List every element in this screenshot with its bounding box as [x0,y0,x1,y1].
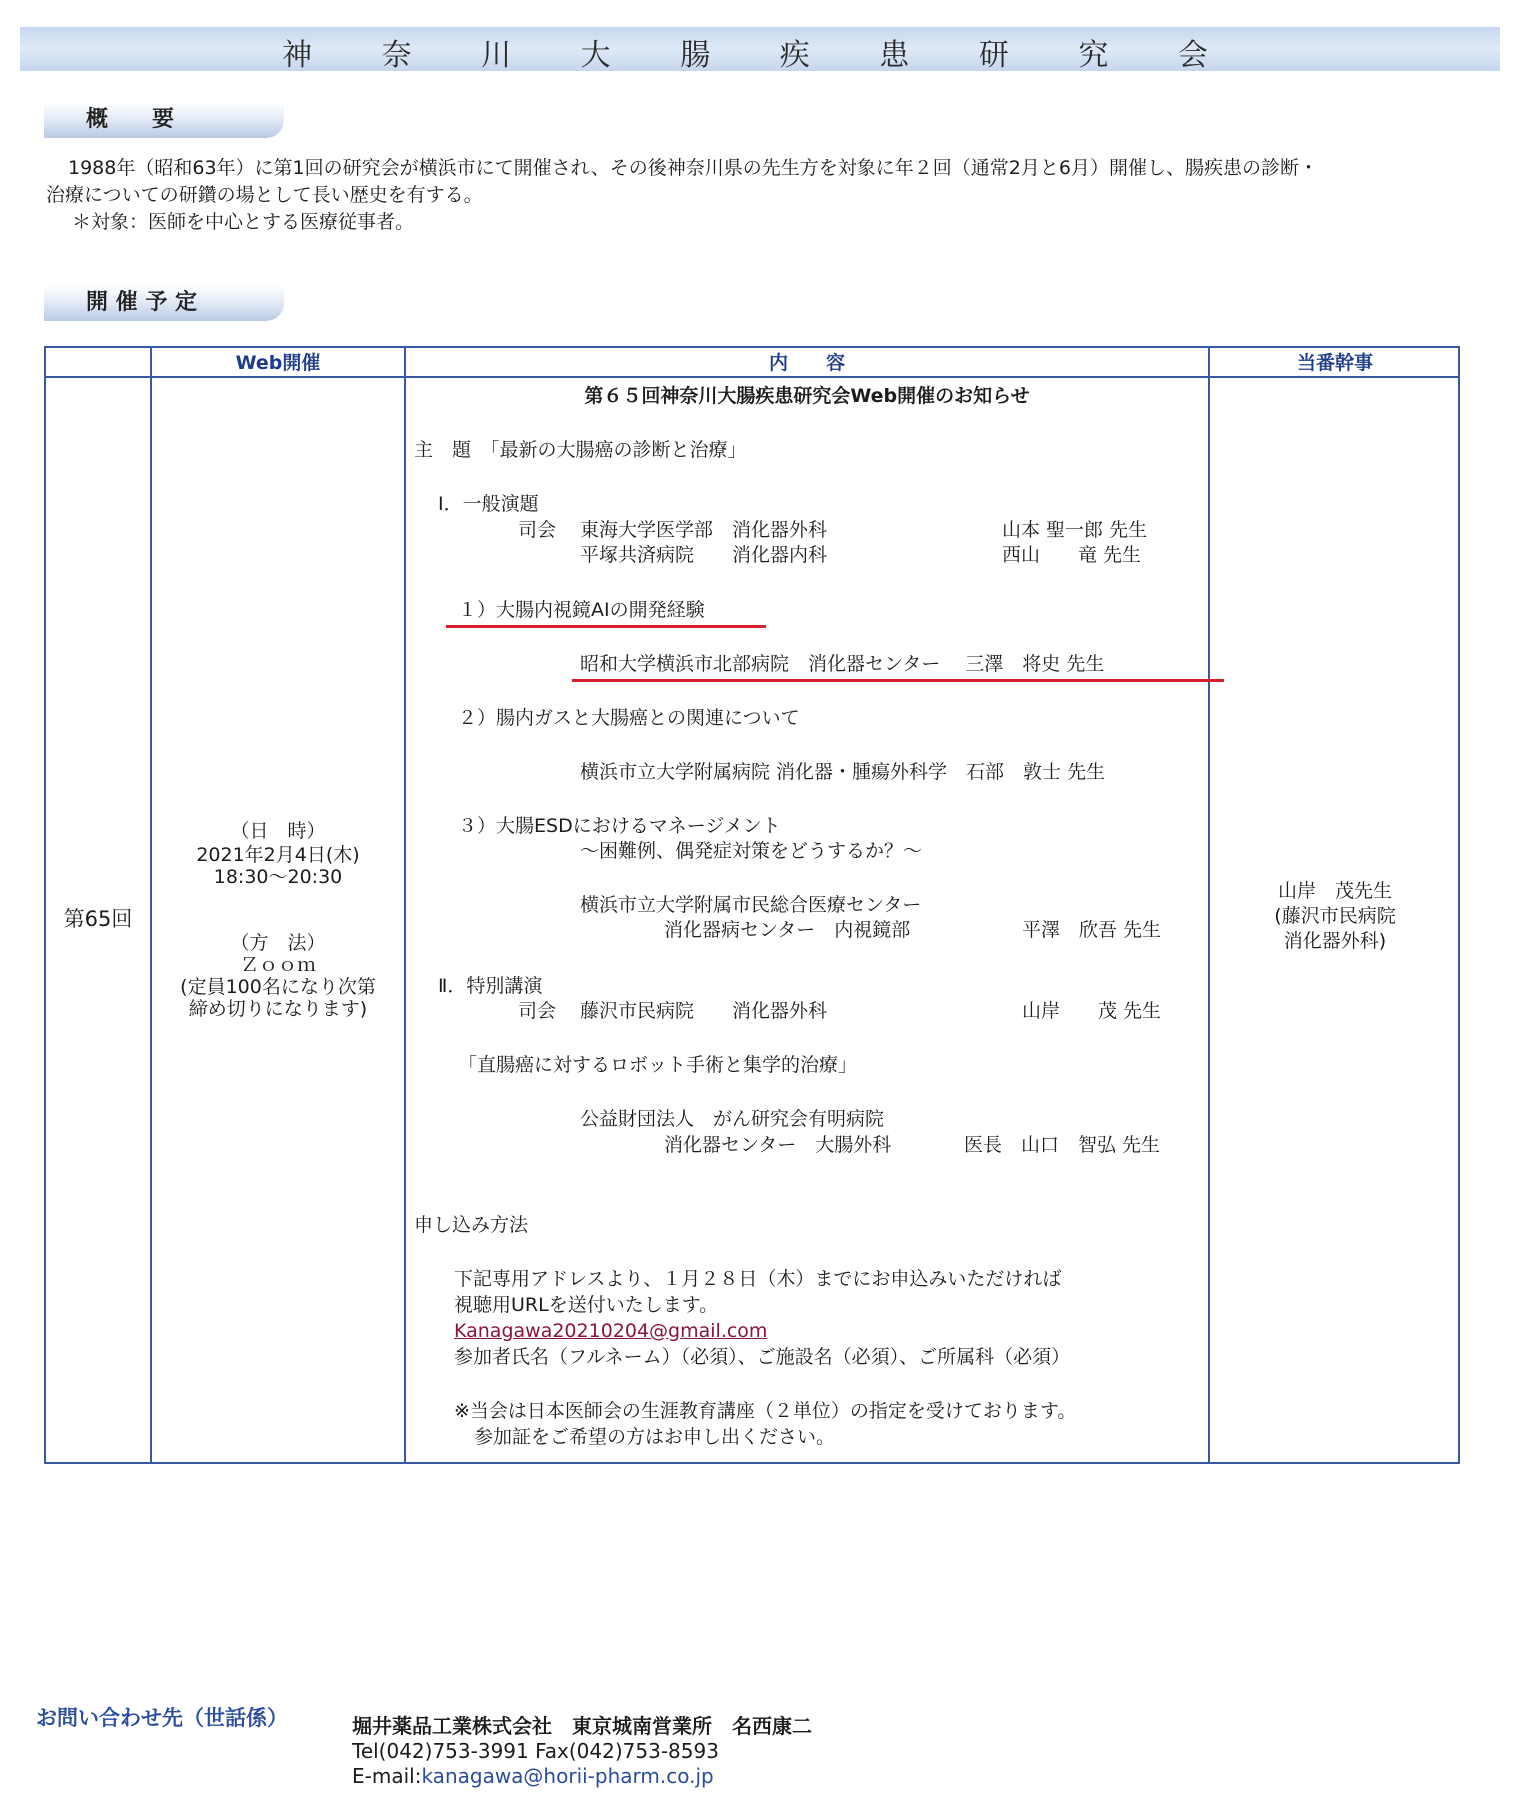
talk3-speaker-name: 平澤 欣吾 先生 [1022,919,1162,941]
talk1-title: １）大腸内視鏡AIの開発経験 [458,599,705,621]
part2-heading: Ⅱ．特別講演 [438,975,543,997]
apply-heading: 申し込み方法 [414,1214,529,1236]
overview-text-2: 治療についての研鑽の場として長い歴史を有する。 [46,184,483,206]
talk3-institution-2: 消化器病センター 内視鏡部 [664,919,911,941]
contact-phone-fax: Tel(042)753-3991 Fax(042)753-8593 [352,1739,719,1763]
talk1-title-underline [446,625,766,628]
table-col-divider [404,348,406,1462]
event-time: 18:30～20:30 [213,866,343,888]
apply-email-link[interactable]: Kanagawa20210204@gmail.com [454,1320,768,1342]
talk3-title: ３）大腸ESDにおけるマネージメント [458,815,781,837]
header-content: 内 容 [768,352,845,374]
chair-hospital: (藤沢市民病院 [1274,905,1396,927]
header-web: Web開催 [235,352,321,374]
moderator3-institution: 藤沢市民病院 消化器外科 [580,1000,828,1022]
talk1-speaker: 昭和大学横浜市北部病院 消化器センター 三澤 将史 先生 [580,653,1105,675]
moderator2-name: 西山 竜 先生 [1002,544,1142,566]
part1-heading: Ⅰ．一般演題 [438,493,539,515]
talk2-speaker: 横浜市立大学附属病院 消化器・腫瘍外科学 石部 敦士 先生 [580,761,1106,783]
theme: 主 題 「最新の大腸癌の診断と治療」 [414,439,747,461]
contact-label: お問い合わせ先（世話係） [36,1706,288,1730]
moderator1-name: 山本 聖一郎 先生 [1002,519,1148,541]
overview-text-1: 1988年（昭和63年）に第1回の研究会が横浜市にて開催され、その後神奈川県の先生方を対象に年２回（通常2月と6月）開催し、腸疾患の診断・ [68,157,1318,179]
datetime-label: （日 時） [230,820,326,842]
event-date: 2021年2月4日(木) [196,844,360,866]
apply-text-2: 視聴用URLを送付いたします。 [454,1294,719,1316]
note-text-1: ※当会は日本医師会の生涯教育講座（２単位）の指定を受けております。 [454,1400,1077,1422]
talk2-title: ２）腸内ガスと大腸癌との関連について [458,707,800,729]
overview-text-3: ＊対象：医師を中心とする医療従事者。 [72,211,415,233]
capacity-note-1: (定員100名になり次第 [180,976,376,998]
contact-company: 堀井薬品工業株式会社 東京城南営業所 名西康二 [352,1714,812,1738]
title-banner [20,27,1500,71]
schedule-table [44,346,1460,1464]
chair-dept: 消化器外科) [1283,930,1387,952]
schedule-label: 開 催 予 定 [86,290,197,315]
method-value: Ｚｏｏｍ [239,954,316,976]
overview-label: 概 要 [86,107,175,132]
moderator2-institution: 平塚共済病院 消化器内科 [580,544,828,566]
moderator3-label: 司会 [518,1000,557,1022]
table-col-divider [150,348,152,1462]
special-institution-1: 公益財団法人 がん研究会有明病院 [580,1108,885,1130]
contact-email-label: E-mail: [352,1764,422,1788]
page-title: 神 奈 川 大 腸 疾 患 研 究 会 [282,38,1238,73]
talk3-institution-1: 横浜市立大学附属市民総合医療センター [580,894,922,916]
talk3-subtitle: ～困難例、偶発症対策をどうするか？～ [580,840,923,862]
special-institution-2: 消化器センター 大腸外科 [664,1134,892,1156]
capacity-note-2: 締め切りになります) [188,998,368,1020]
apply-text-1: 下記専用アドレスより、１月２８日（木）までにお申込みいただければ [454,1268,1062,1290]
moderator3-name: 山岸 茂 先生 [1022,1000,1162,1022]
notice-title: 第６５回神奈川大腸疾患研究会Web開催のお知らせ [584,385,1030,407]
contact-email-row [352,1764,714,1789]
moderator1-institution: 東海大学医学部 消化器外科 [580,519,828,541]
overview-section-label [44,102,284,138]
schedule-section-label [44,285,284,321]
special-speaker-name: 医長 山口 智弘 先生 [964,1134,1161,1156]
moderator-label: 司会 [518,519,557,541]
special-lecture-title: 「直腸癌に対するロボット手術と集学的治療」 [458,1054,858,1076]
method-label: （方 法） [230,932,326,954]
contact-email-link[interactable]: kanagawa@horii-pharm.co.jp [421,1764,714,1788]
session-number: 第65回 [63,907,133,931]
chair-name: 山岸 茂先生 [1277,880,1392,902]
talk1-speaker-underline [572,679,1224,682]
header-chair: 当番幹事 [1296,352,1373,374]
apply-text-3: 参加者氏名（フルネーム）（必須）、ご施設名（必須）、ご所属科（必須） [454,1346,1071,1368]
note-text-2: 参加証をご希望の方はお申し出ください。 [474,1426,836,1448]
